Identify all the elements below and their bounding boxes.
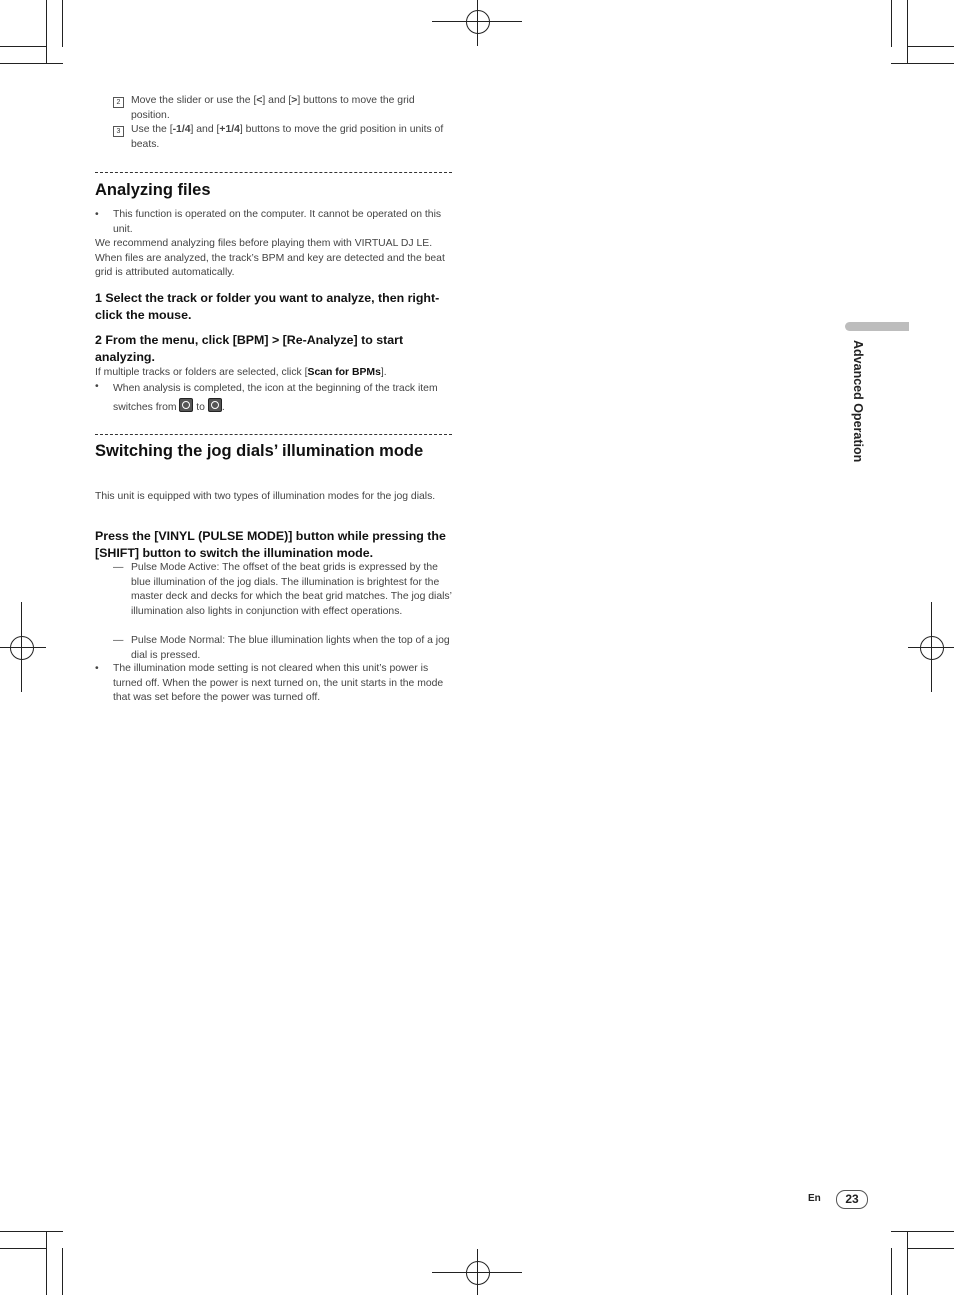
crop-mark (0, 1231, 63, 1232)
crop-mark (907, 1248, 954, 1249)
note: If multiple tracks or folders are selected, click [Scan for BPMs]. (95, 367, 387, 378)
section-title: Switching the jog dials’ illumination mode (95, 442, 424, 460)
crop-mark (907, 1231, 908, 1295)
bullet-mark: • (95, 209, 99, 220)
crop-mark (46, 0, 47, 64)
chapter-tab (845, 322, 909, 331)
step-text: Use the [-1/4] and [+1/4] buttons to move the grid position in units of beats. (131, 124, 444, 150)
registration-circle (466, 1261, 490, 1285)
section-divider (95, 434, 452, 435)
step-number: 3 (113, 126, 124, 137)
crop-mark (46, 1231, 47, 1295)
dash-mark: — (113, 635, 124, 646)
crop-mark (62, 1248, 63, 1295)
instruction-step: 2 From the menu, click [BPM] > [Re-Analyze] to start analyzing. (95, 333, 404, 364)
crop-mark (891, 63, 954, 64)
crop-mark (907, 46, 954, 47)
registration-circle (466, 10, 490, 34)
paragraph: This unit is equipped with two types of illumination modes for the jog dials. (95, 491, 436, 502)
section-title: Analyzing files (95, 181, 211, 199)
section-divider (95, 172, 452, 173)
registration-circle (920, 636, 944, 660)
crop-mark (907, 0, 908, 64)
crop-mark (0, 46, 47, 47)
crop-mark (891, 0, 892, 47)
crop-mark (62, 0, 63, 47)
crop-mark (891, 1248, 892, 1295)
chapter-label: Advanced Operation (851, 340, 865, 463)
dash-mark: — (113, 562, 124, 573)
instruction-step: Press the [VINYL (PULSE MODE)] button while pressing the [SHIFT] button to switch the illumination mode. (95, 529, 446, 560)
paragraph: We recommend analyzing files before playing them with VIRTUAL DJ LE. When files are analyzed, the track’s BPM and key are detected and the beat grid is attributed automatically. (95, 238, 445, 278)
registration-circle (10, 636, 34, 660)
analysis-pending-icon (179, 398, 193, 412)
step-number: 2 (113, 97, 124, 108)
crop-mark (0, 63, 63, 64)
crop-mark (891, 1231, 954, 1232)
page-number: 23 (836, 1190, 868, 1209)
bullet-mark: • (95, 381, 99, 392)
bullet-mark: • (95, 663, 99, 674)
analysis-done-icon (208, 398, 222, 412)
step-text: Move the slider or use the [<] and [>] buttons to move the grid position. (131, 95, 415, 121)
crop-mark (0, 1248, 47, 1249)
instruction-step: 1 Select the track or folder you want to analyze, then right-click the mouse. (95, 291, 440, 322)
language-code: En (808, 1193, 821, 1204)
